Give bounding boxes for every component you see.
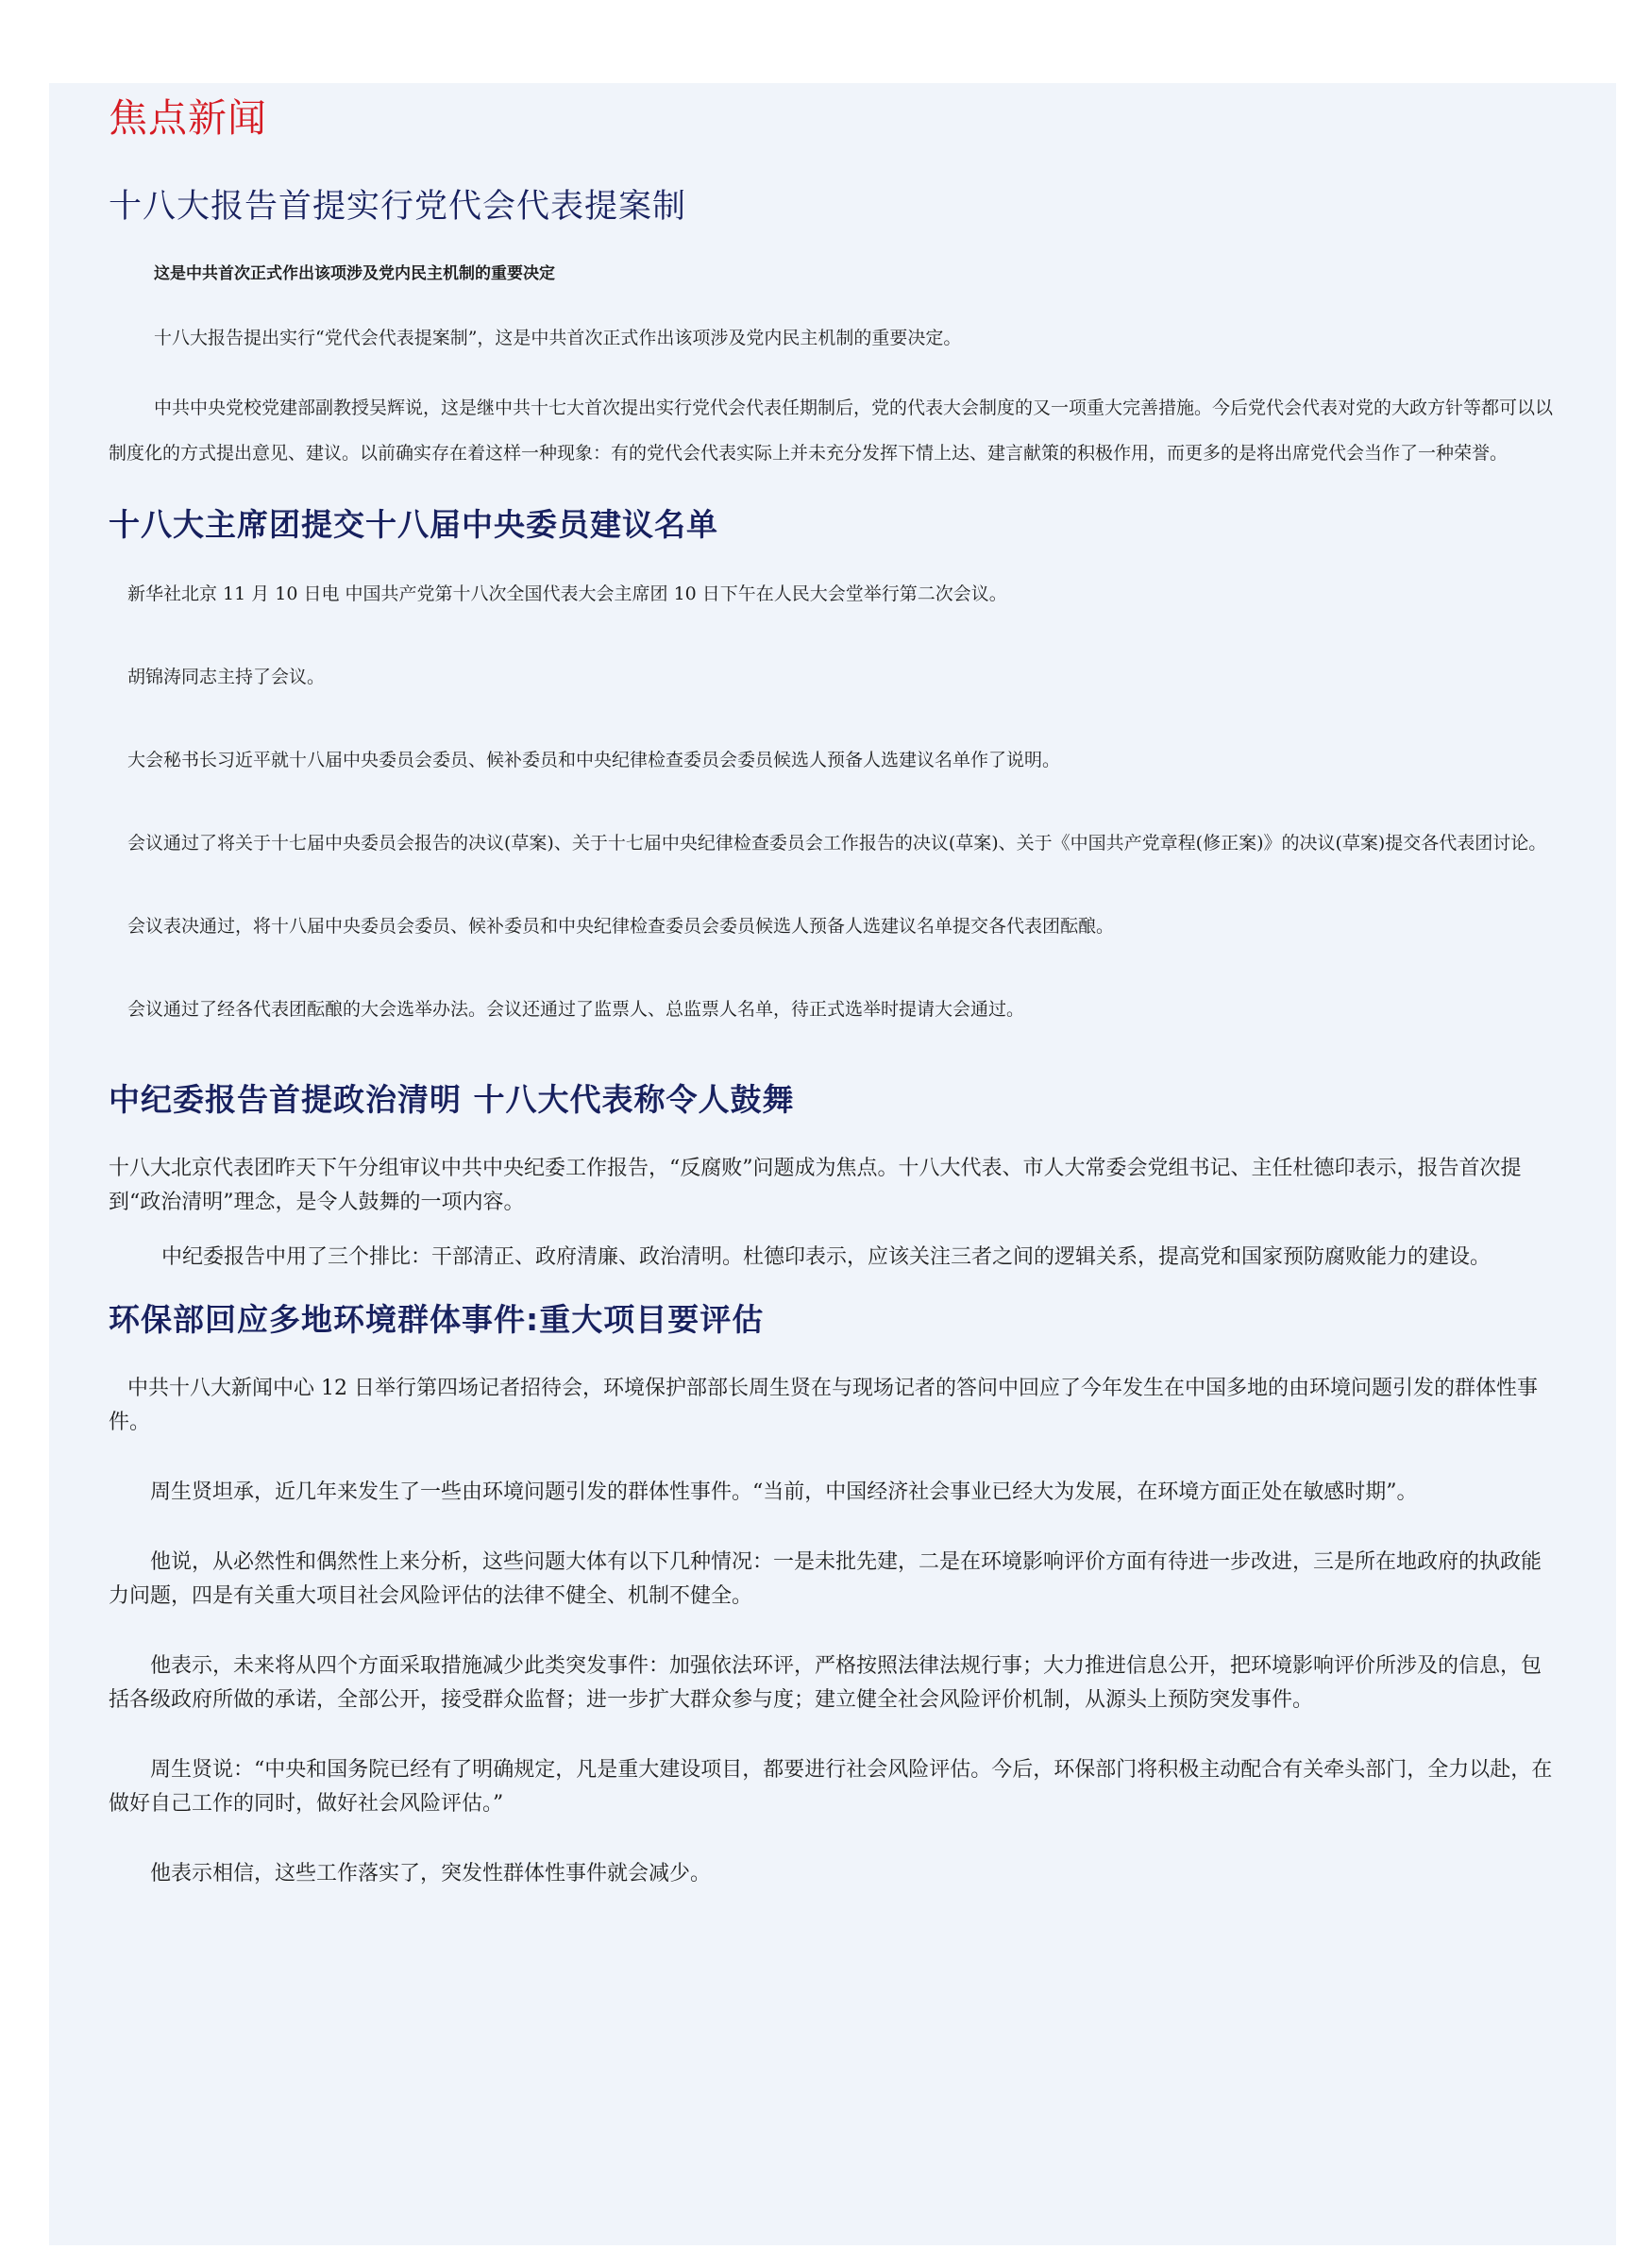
article-paragraph: 胡锦涛同志主持了会议。: [127, 667, 326, 687]
article-paragraph: 大会秘书长习近平就十八届中央委员会委员、候补委员和中央纪律检查委员会委员候选人预备人选建议名单作了说明。: [127, 750, 1061, 770]
news-content: [109, 87, 1553, 1927]
article-paragraph: 会议表决通过，将十八届中央委员会委员、候补委员和中央纪律检查委员会委员候选人预备人选建议名单提交各代表团酝酿。: [127, 916, 1115, 937]
article-paragraph: 新华社北京 11 月 10 日电 中国共产党第十八次全国代表大会主席团 10 日下午在人民大会堂举行第二次会议。: [127, 583, 1007, 604]
article-paragraph: 十八大北京代表团昨天下午分组审议中共中央纪委工作报告，“反腐败”问题成为焦点。十八大代表、市人大常委会党组书记、主任杜德印表示，报告首次提到“政治清明”理念，是令人鼓舞的一项内容。: [109, 1157, 1522, 1214]
article-3: [109, 1075, 1553, 1275]
article-paragraph: 会议通过了将关于十七届中央委员会报告的决议(草案)、关于十七届中央纪律检查委员会工作报告的决议(草案)、关于《中国共产党章程(修正案)》的决议(草案)提交各代表团讨论。: [127, 833, 1547, 854]
article-2: [109, 500, 1553, 1026]
article-paragraph: 中纪委报告中用了三个排比：干部清正、政府清廉、政治清明。杜德印表示，应该关注三者之间的逻辑关系，提高党和国家预防腐败能力的建设。: [161, 1245, 1492, 1269]
article-subtitle: 这是中共首次正式作出该项涉及党内民主机制的重要决定: [154, 264, 555, 283]
article-paragraph: 十八大报告提出实行“党代会代表提案制”，这是中共首次正式作出该项涉及党内民主机制的重要决定。: [154, 328, 962, 348]
article-paragraph: 他表示相信，这些工作落实了，突发性群体性事件就会减少。: [150, 1862, 712, 1886]
article-paragraph: 中共中央党校党建部副教授吴辉说，这是继中共十七大首次提出实行党代会代表任期制后，党的代表大会制度的又一项重大完善措施。今后党代会代表对党的大政方针等都可以以制度化的方式提出意见、建议。以前确实存在着这样一种现象：有的党代会代表实际上并未充分发挥下情上达、建言献策的积极作用，而更多的是将出席党代会当作了一种荣誉。: [109, 397, 1554, 464]
article-paragraph: 中共十八大新闻中心 12 日举行第四场记者招待会，环境保护部部长周生贤在与现场记者的答问中回应了今年发生在中国多地的由环境问题引发的群体性事件。: [109, 1377, 1538, 1434]
article-1: [109, 180, 1553, 476]
article-paragraph: 他说，从必然性和偶然性上来分析，这些问题大体有以下几种情况：一是未批先建，二是在环境影响评价方面有待进一步改进，三是所在地政府的执政能力问题，四是有关重大项目社会风险评估的法律不健全、机制不健全。: [109, 1550, 1542, 1608]
article-headline: 十八大主席团提交十八届中央委员建议名单: [109, 506, 718, 543]
section-label: 焦点新闻: [109, 95, 267, 141]
article-4: [109, 1295, 1553, 1891]
article-headline: 中纪委报告首提政治清明 十八大代表称令人鼓舞: [109, 1081, 795, 1118]
article-headline: 十八大报告首提实行党代会代表提案制: [109, 188, 687, 226]
article-paragraph: 周生贤坦承，近几年来发生了一些由环境问题引发的群体性事件。“当前，中国经济社会事业已经大为发展，在环境方面正处在敏感时期”。: [150, 1480, 1418, 1504]
article-headline: 环保部回应多地环境群体事件:重大项目要评估: [109, 1301, 765, 1338]
article-paragraph: 周生贤说：“中央和国务院已经有了明确规定，凡是重大建设项目，都要进行社会风险评估。今后，环保部门将积极主动配合有关牵头部门，全力以赴，在做好自己工作的同时，做好社会风险评估。”: [109, 1758, 1553, 1816]
article-paragraph: 会议通过了经各代表团酝酿的大会选举办法。会议还通过了监票人、总监票人名单，待正式选举时提请大会通过。: [127, 999, 1025, 1020]
article-paragraph: 他表示，未来将从四个方面采取措施减少此类突发事件：加强依法环评，严格按照法律法规行事；大力推进信息公开，把环境影响评价所涉及的信息，包括各级政府所做的承诺，全部公开，接受群众监督；进一步扩大群众参与度；建立健全社会风险评价机制，从源头上预防突发事件。: [109, 1654, 1542, 1712]
